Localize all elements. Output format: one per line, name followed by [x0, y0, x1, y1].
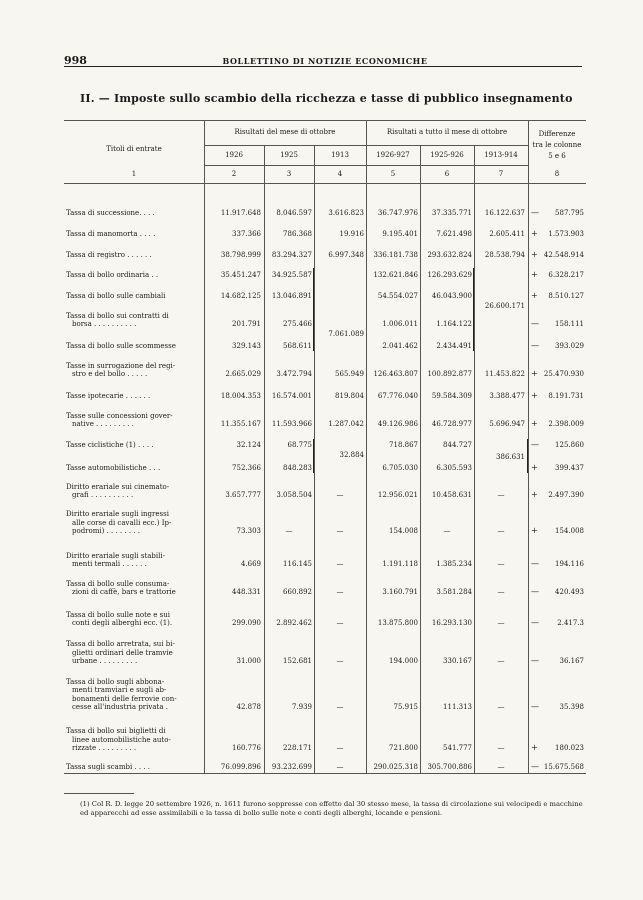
difference-sign: —	[531, 559, 539, 568]
row-label: Tassa sugli scambi . . . .	[66, 763, 151, 771]
column-number: 6	[444, 170, 450, 178]
difference-sign: +	[531, 250, 538, 259]
cell-value: 1.287.042	[328, 420, 364, 428]
difference-sign: +	[531, 229, 538, 238]
cell-value: 13.875.800	[377, 619, 418, 627]
cell-value: 68.775	[287, 441, 312, 449]
cell-value: —	[285, 527, 293, 535]
difference-value: 2.417.3	[557, 619, 584, 627]
cell-value: 1.191.118	[382, 560, 418, 568]
column-number: 8	[554, 170, 560, 178]
cell-value: —	[497, 560, 505, 568]
cell-value: —	[497, 657, 505, 665]
cell-value: 819.804	[335, 392, 364, 400]
cell-value: 93.232.699	[271, 763, 312, 771]
col-rule-4	[366, 120, 367, 773]
cell-value: 32.124	[236, 441, 261, 449]
bracket-month-bollo	[313, 268, 314, 351]
cell-value: 6.997.348	[328, 251, 364, 259]
cell-value: —	[497, 527, 505, 535]
difference-value: 587.795	[555, 209, 584, 217]
difference-value: 6.328.217	[548, 271, 584, 279]
cell-value: 2.665.029	[225, 370, 261, 378]
row-label: Tassa di bollo sui biglietti di	[66, 727, 166, 735]
cell-value: 9.195.401	[382, 230, 418, 238]
cell-value: 76.099.896	[220, 763, 261, 771]
cell-value: 330.167	[443, 657, 472, 665]
cell-value: 49.126.986	[377, 420, 418, 428]
cell-value: 448.331	[232, 588, 261, 596]
difference-value: 25.470.930	[543, 370, 584, 378]
cell-value: 35.451.247	[220, 271, 261, 279]
cell-value: 132.621.846	[373, 271, 418, 279]
cell-value: 718.867	[389, 441, 418, 449]
cell-value: 194.000	[389, 657, 418, 665]
cell-value: 3.581.284	[436, 588, 472, 596]
cell-value: 67.776.040	[377, 392, 418, 400]
cell-value: —	[497, 491, 505, 499]
cell-value: 299.090	[232, 619, 261, 627]
difference-sign: +	[531, 270, 538, 279]
difference-sign: —	[531, 587, 539, 596]
cell-value: 6.305.593	[436, 464, 472, 472]
year-header: 1913-914	[484, 151, 518, 159]
row-label: linee automobilistiche auto-	[72, 735, 171, 744]
cell-value: 1.385.234	[436, 560, 472, 568]
col-rule-7	[528, 120, 529, 773]
cell-value: 46.728.977	[431, 420, 472, 428]
col-rule-5	[420, 145, 421, 773]
row-label: Tasse ipotecarie . . . . . .	[66, 392, 151, 400]
difference-value: 125.860	[555, 441, 584, 449]
cell-value: 3.472.794	[276, 370, 312, 378]
cell-value: —	[336, 703, 344, 711]
cell-value: 11.453.822	[484, 370, 525, 378]
row-label: Tassa di successione. . . .	[66, 209, 155, 217]
cell-value: 75.915	[393, 703, 418, 711]
difference-sign: +	[531, 291, 538, 300]
cell-value: 54.554.027	[377, 292, 418, 300]
cell-value: —	[336, 744, 344, 752]
table-top-rule	[64, 120, 586, 121]
cell-value: 786.368	[283, 230, 312, 238]
cell-value: 11.355.167	[220, 420, 261, 428]
cell-value: 12.956.021	[377, 491, 418, 499]
table-bottom-rule	[64, 773, 586, 774]
header-titles: Titoli di entrate	[106, 145, 162, 153]
cell-value: 3.657.777	[225, 491, 261, 499]
cell-value: 10.458.631	[431, 491, 472, 499]
cell-value: 16.293.130	[431, 619, 472, 627]
footnote-rule	[64, 793, 134, 794]
row-label: bonamenti delle ferrovie con-	[72, 694, 177, 703]
difference-sign: —	[531, 656, 539, 665]
difference-value: 8.510.127	[548, 292, 584, 300]
cell-value: 36.747.976	[377, 209, 418, 217]
cell-value: 4.669	[240, 560, 261, 568]
difference-value: 2.398.009	[548, 420, 584, 428]
cell-value: 31.000	[236, 657, 261, 665]
cell-value: 201.791	[232, 320, 261, 328]
year-header: 1926	[225, 151, 243, 159]
cell-value: 38.798.999	[220, 251, 261, 259]
cell-value: 46.043.900	[431, 292, 472, 300]
difference-value: 194.116	[555, 560, 584, 568]
row-label: conti degli alberghi ecc. (1).	[72, 619, 173, 627]
row-label: rizzate . . . . . . . . .	[72, 744, 137, 752]
header-bottom-rule	[64, 183, 586, 184]
row-label: native . . . . . . . . .	[72, 420, 134, 428]
row-label: Diritto erariale sugli ingressi	[66, 510, 169, 518]
row-label: Tassa di bollo sulle cambiali	[66, 292, 166, 300]
running-title: BOLLETTINO DI NOTIZIE ECONOMICHE	[222, 56, 428, 66]
row-label: Tassa di bollo sulle scommesse	[66, 342, 176, 350]
cell-value: —	[336, 491, 344, 499]
cell-value: 1.006.011	[382, 320, 418, 328]
section-title: II. — Imposte sullo scambio della ricchezza e tasse di pubblico insegnamento	[80, 92, 573, 105]
difference-sign: —	[531, 702, 539, 711]
cell-value: 18.004.353	[220, 392, 261, 400]
cell-value: 7.939	[291, 703, 312, 711]
merged-cell-1913-month: 7.061.089	[328, 330, 364, 338]
cell-value: 13.046.891	[271, 292, 312, 300]
row-label: stro e del bollo . . . . .	[72, 370, 148, 378]
footnote: (1) Col R. D. legge 20 settembre 1926, n. 1611 furono soppresse con effetto dal 30 stesso mese, la tassa di circolazione sui velocipedi e macchine ed apparecchi ad esse assimilabili e la tassa di bollo sulle note e conti degli alberghi, locande e pensioni.	[80, 800, 583, 817]
cell-value: 5.696.947	[489, 420, 525, 428]
cell-value: 290.025.318	[373, 763, 418, 771]
row-label: menti tramviari e sugli ab-	[72, 686, 167, 694]
cell-value: —	[497, 588, 505, 596]
row-label: Tassa di bollo arretrata, sui bi-	[66, 640, 175, 648]
cell-value: —	[336, 560, 344, 568]
cell-value: 160.776	[232, 744, 261, 752]
page-number: 998	[64, 54, 87, 67]
difference-value: 42.548.914	[543, 251, 584, 259]
row-label: zioni di caffè, bars e trattorie	[72, 588, 176, 596]
cell-value: 6.705.030	[382, 464, 418, 472]
cell-value: 2.892.462	[276, 619, 312, 627]
difference-sign: +	[531, 419, 538, 428]
row-label: grafi . . . . . . . . . .	[72, 491, 134, 499]
cell-value: 73.303	[236, 527, 261, 535]
col-rule-1	[204, 120, 205, 773]
cell-value: —	[497, 619, 505, 627]
header-differences: tra le colonne	[532, 141, 582, 149]
header-differences: Differenze	[538, 130, 576, 138]
row-label: alle corse di cavalli ecc.) Ip-	[72, 518, 172, 527]
difference-value: 8.191.731	[548, 392, 584, 400]
merged-cell-cicli-cumulative: 386.631	[496, 453, 525, 461]
difference-sign: —	[531, 618, 539, 627]
bracket-month-cicli	[313, 439, 314, 473]
row-label: Tassa di manomorta . . . .	[66, 230, 156, 238]
year-header: 1913	[331, 151, 349, 159]
col-rule-3	[314, 145, 315, 773]
row-label: cesse all'industria privata .	[72, 703, 168, 711]
col-rule-6	[474, 145, 475, 773]
cell-value: 34.925.587	[271, 271, 312, 279]
cell-value: —	[497, 763, 505, 771]
cell-value: 100.892.877	[427, 370, 472, 378]
difference-value: 420.493	[555, 588, 584, 596]
cell-value: 3.160.791	[382, 588, 418, 596]
cell-value: 305.700.886	[427, 763, 472, 771]
difference-sign: +	[531, 526, 538, 535]
row-label: Tassa di bollo sulle consuma-	[66, 579, 170, 588]
row-label: Tassa di bollo ordinaria . .	[66, 271, 159, 279]
header-differences: 5 e 6	[548, 152, 566, 160]
row-label: podromi) . . . . . . . .	[72, 527, 140, 535]
column-number: 5	[390, 170, 396, 178]
difference-sign: —	[531, 208, 539, 217]
difference-value: 393.029	[555, 342, 584, 350]
cell-value: 16.122.637	[484, 209, 525, 217]
header-rule	[64, 66, 582, 67]
cell-value: 565.949	[335, 370, 364, 378]
difference-sign: +	[531, 391, 538, 400]
cell-value: 19.916	[339, 230, 364, 238]
cell-value: —	[336, 619, 344, 627]
cell-value: 126.293.629	[427, 271, 472, 279]
bracket-cumulative-bollo	[473, 268, 474, 351]
row-label: Diritto erariale sugli stabili-	[66, 551, 165, 560]
cell-value: 37.335.771	[431, 209, 472, 217]
row-label: Tasse sulle concessioni gover-	[66, 411, 173, 420]
row-label: menti termali . . . . . .	[72, 560, 147, 568]
cell-value: 152.681	[283, 657, 312, 665]
cell-value: 3.616.823	[328, 209, 364, 217]
cell-value: 126.463.807	[373, 370, 418, 378]
cell-value: 14.682.125	[220, 292, 261, 300]
row-label: urbane . . . . . . . . .	[72, 657, 138, 665]
difference-value: 1.573.903	[548, 230, 584, 238]
cell-value: 83.294.327	[271, 251, 312, 259]
header-titles-index: 1	[131, 170, 137, 178]
year-header: 1925	[280, 151, 298, 159]
column-number: 7	[498, 170, 504, 178]
merged-cell-1913-cumulative: 26.600.171	[484, 302, 525, 310]
row-label: Tasse ciclistiche (1) . . . .	[66, 441, 154, 449]
cell-value: 848.283	[283, 464, 312, 472]
cell-value: —	[497, 744, 505, 752]
difference-value: 35.398	[559, 703, 584, 711]
difference-sign: +	[531, 490, 538, 499]
row-label: Tassa di bollo sugli abbona-	[66, 677, 165, 686]
cell-value: 8.046.597	[276, 209, 312, 217]
cell-value: 2.434.491	[436, 342, 472, 350]
difference-value: 36.167	[559, 657, 584, 665]
difference-sign: +	[531, 463, 538, 472]
cell-value: —	[336, 763, 344, 771]
cell-value: 59.584.309	[431, 392, 472, 400]
cell-value: —	[497, 703, 505, 711]
row-label: Tassa di bollo sulle note e sui	[66, 610, 170, 619]
cell-value: 2.041.462	[382, 342, 418, 350]
row-label: Tasse automobilistiche . . .	[66, 464, 161, 472]
cell-value: 293.632.824	[427, 251, 472, 259]
cell-value: —	[443, 527, 451, 535]
cell-value: 28.538.794	[484, 251, 525, 259]
difference-sign: —	[531, 440, 539, 449]
year-header: 1926-927	[376, 151, 410, 159]
cell-value: 541.777	[443, 744, 472, 752]
difference-sign: —	[531, 341, 539, 350]
column-number: 4	[337, 170, 343, 178]
row-label: Tassa di registro . . . . . .	[66, 251, 152, 259]
group-header-month: Risultati del mese di ottobre	[234, 128, 336, 136]
cell-value: —	[336, 588, 344, 596]
difference-value: 154.008	[555, 527, 584, 535]
cell-value: 154.008	[389, 527, 418, 535]
difference-value: 399.437	[555, 464, 584, 472]
cell-value: —	[336, 527, 344, 535]
cell-value: 336.181.738	[373, 251, 418, 259]
cell-value: 3.058.504	[276, 491, 312, 499]
cell-value: 111.313	[443, 703, 472, 711]
difference-sign: +	[531, 369, 538, 378]
cell-value: 11.917.648	[220, 209, 261, 217]
difference-sign: +	[531, 743, 538, 752]
cell-value: 275.466	[283, 320, 312, 328]
year-header: 1925-926	[430, 151, 464, 159]
cell-value: 721.800	[389, 744, 418, 752]
group-header-cumulative: Risultati a tutto il mese di ottobre	[386, 128, 508, 136]
cell-value: 1.164.122	[436, 320, 472, 328]
difference-value: 15.675.568	[543, 763, 584, 771]
cell-value: 42.878	[236, 703, 261, 711]
cell-value: —	[336, 657, 344, 665]
row-label: borsa . . . . . . . . . .	[72, 320, 137, 328]
row-label: Diritto erariale sui cinemato-	[66, 482, 170, 491]
merged-cell-cicli-month: 32.884	[339, 451, 364, 459]
cell-value: 568.611	[283, 342, 312, 350]
cell-value: 3.388.477	[489, 392, 525, 400]
cell-value: 752.366	[232, 464, 261, 472]
row-label: Tassa di bollo sui contratti di	[66, 311, 169, 320]
cell-value: 11.593.966	[271, 420, 312, 428]
difference-value: 2.497.390	[548, 491, 584, 499]
cell-value: 660.892	[283, 588, 312, 596]
col-rule-2	[264, 145, 265, 773]
bracket-cumulative-cicli	[527, 439, 528, 473]
cell-value: 16.574.001	[271, 392, 312, 400]
cell-value: 2.605.411	[489, 230, 525, 238]
cell-value: 116.145	[283, 560, 312, 568]
column-number: 2	[231, 170, 237, 178]
row-label: glietti ordinari delle tramvie	[72, 648, 173, 657]
row-label: Tasse in surrogazione del regi-	[66, 361, 176, 370]
column-number: 3	[286, 170, 292, 178]
difference-sign: —	[531, 762, 539, 771]
cell-value: 228.171	[283, 744, 312, 752]
difference-sign: —	[531, 319, 539, 328]
cell-value: 337.366	[232, 230, 261, 238]
cell-value: 7.621.498	[436, 230, 472, 238]
difference-value: 158.111	[555, 320, 584, 328]
difference-value: 180.023	[555, 744, 584, 752]
cell-value: 329.143	[232, 342, 261, 350]
cell-value: 844.727	[443, 441, 472, 449]
